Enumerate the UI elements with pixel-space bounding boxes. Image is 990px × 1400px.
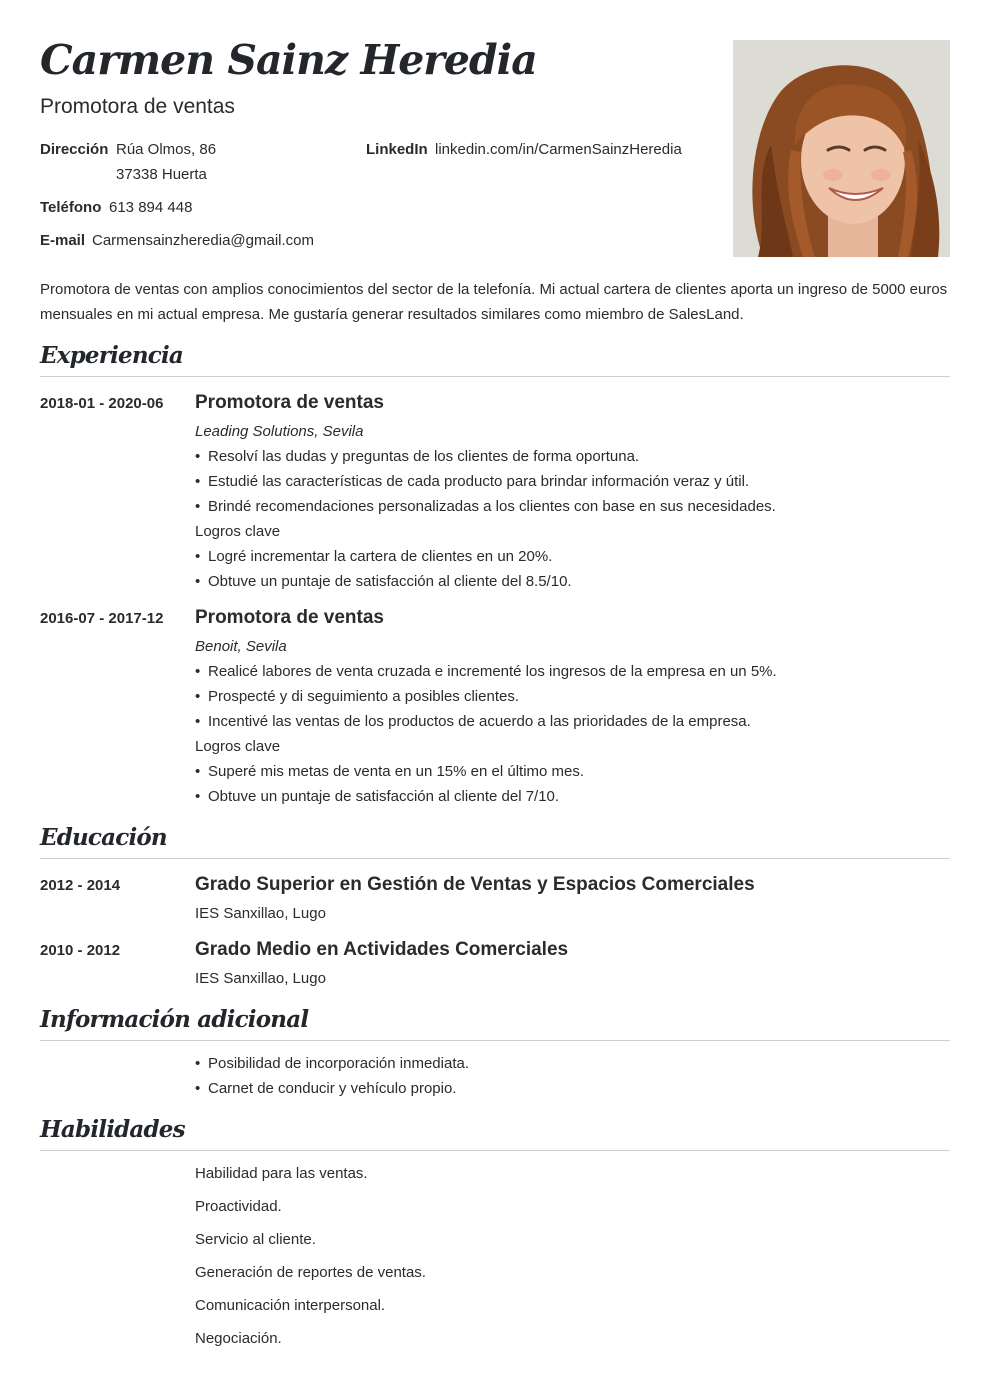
email-link[interactable]: Carmensainzheredia@gmail.com (92, 232, 314, 249)
skill-item: Negociación. (195, 1330, 282, 1347)
experience-1-dates: 2018-01 - 2020-06 (40, 395, 164, 412)
phone-label: Teléfono (40, 199, 102, 216)
skill-item: Comunicación interpersonal. (195, 1297, 386, 1314)
profile-photo (733, 40, 950, 257)
experience-1-company: Leading Solutions, Sevila (195, 423, 364, 440)
experience-1-role: Promotora de ventas (195, 392, 384, 413)
portrait-illustration (733, 40, 950, 257)
experience-2-dates: 2016-07 - 2017-12 (40, 610, 164, 627)
candidate-name: Carmen Sainz Heredia (40, 36, 537, 84)
job-title: Promotora de ventas (40, 95, 235, 118)
linkedin-link[interactable]: linkedin.com/in/CarmenSainzHeredia (435, 141, 682, 158)
section-title-experience: Experiencia (40, 342, 184, 369)
email-label: E-mail (40, 232, 86, 249)
education-2-school: IES Sanxillao, Lugo (195, 970, 326, 987)
address-line2: 37338 Huerta (116, 166, 207, 183)
address-label: Dirección (40, 141, 109, 158)
section-divider (40, 1150, 950, 1151)
skill-item: Servicio al cliente. (195, 1231, 316, 1248)
experience-2-company: Benoit, Sevila (195, 638, 287, 655)
education-1-degree: Grado Superior en Gestión de Ventas y Espacios Comerciales (195, 874, 755, 895)
linkedin-label: LinkedIn (366, 141, 428, 158)
experience-2-role: Promotora de ventas (195, 607, 384, 628)
profile-summary: Promotora de ventas con amplios conocimientos del sector de la telefonía. Mi actual cartera de clientes aporta un ingreso de 5000 euros mensuales en mi actual empresa. Me gustaría generar resultados similares como miembro de SalesLand. (40, 281, 948, 323)
skill-item: Generación de reportes de ventas. (195, 1264, 426, 1281)
address-line1: Rúa Olmos, 86 (116, 141, 217, 158)
section-divider (40, 858, 950, 859)
education-2-degree: Grado Medio en Actividades Comerciales (195, 939, 569, 960)
section-title-education: Educación (40, 824, 167, 851)
experience-2-achievements-label: Logros clave (195, 738, 281, 755)
education-1-school: IES Sanxillao, Lugo (195, 905, 326, 922)
section-title-skills: Habilidades (40, 1116, 185, 1143)
skill-item: Habilidad para las ventas. (195, 1165, 368, 1182)
experience-1-achievements-label: Logros clave (195, 523, 281, 540)
resume-page: Carmen Sainz Heredia Promotora de ventas Dirección Rúa Olmos, 86 37338 Huerta LinkedIn linkedin.com/in/CarmenSainzHeredia Teléfono 613 894 448 E-mail Carmensainzheredia@gmail.com Promotora de ventas con amplios conocimientos del sector de la telefonía. Mi actual cartera de clientes aporta un ingreso de 5000 euros mensuales en mi actual empresa. Me gustaría generar resultados similares como miembro de SalesLand. Experiencia 2018-01 - 2020-06 Promotora de ventas Leading Solutions, Sevila • Resolví las dudas y preguntas de los clientes de forma oportuna. • Estudié las características de cada producto para brindar información veraz y útil. • Brindé recomendaciones personalizadas a los clientes con base en sus necesidades. Logros clave • Logré incrementar la cartera de clientes en un 20%. • Obtuve un puntaje de satisfacción al cliente del 8.5/10. 2016-07 - 2017-12 Promotora de ventas Benoit, Sevila • Realicé labores de venta cruzada e incrementé los ingresos de la empresa en un 5%. • Prospecté y di seguimiento a posibles clientes. • Incentivé las ventas de los productos de acuerdo a las prioridades de la empresa. Logros clave • Superé mis metas de venta en un 15% en el último mes. • Obtuve un puntaje de satisfacción al cliente del 7/10. Educación 2012 - 2014 Grado Superior en Gestión de Ventas y Espacios Comerciales IES Sanxillao, Lugo 2010 - 2012 Grado Medio en Actividades Comerciales IES Sanxillao, Lugo Información adicional • Posibilidad de incorporación inmediata. • Carnet de conducir y vehículo propio. Habilidades Habilidad para las ventas. Proactividad. Servicio al cliente. Generación de reportes de ventas. Comunicación interpersonal. Negociación. (40, 0, 950, 1400)
skill-item: Proactividad. (195, 1198, 282, 1215)
section-divider (40, 376, 950, 377)
phone-value: 613 894 448 (109, 199, 193, 216)
section-title-additional: Información adicional (40, 1006, 309, 1033)
education-1-dates: 2012 - 2014 (40, 877, 121, 894)
section-divider (40, 1040, 950, 1041)
education-2-dates: 2010 - 2012 (40, 942, 121, 959)
